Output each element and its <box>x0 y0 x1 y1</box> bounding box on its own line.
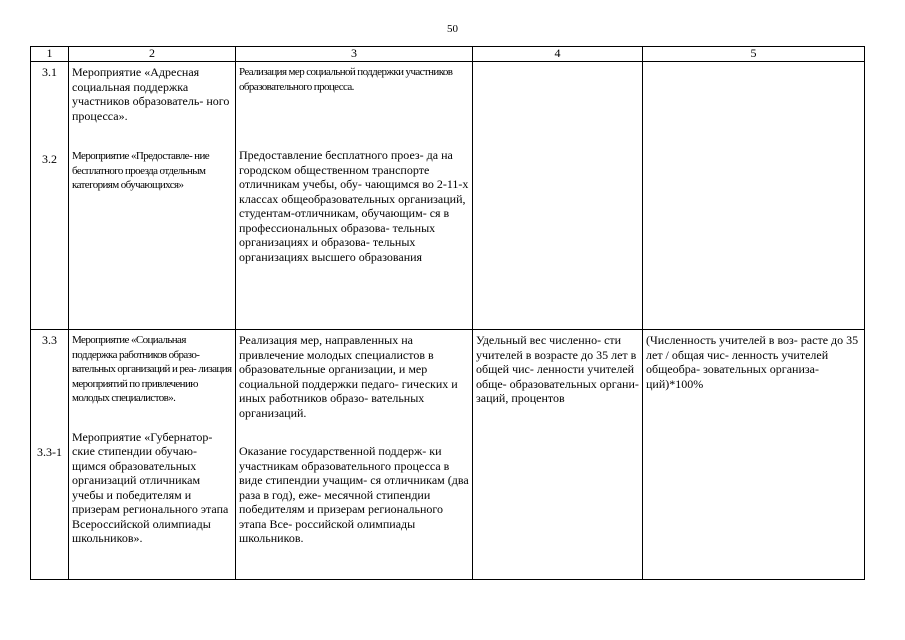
description-3-2: Предоставление бесплатного проез- да на городском общественном транспорте отличникам учебы, обу- чающимся во 2-11-х классах общеобразовательных организаций, студентам-отличникам, обучающим- ся в профессиональных образова- тельных организациях и образова- тельных организациях высшего образования <box>239 148 469 264</box>
description-3-1: Реализация мер социальной поддержки участников образовательного процесса. <box>239 66 453 93</box>
event-cell <box>69 62 236 330</box>
description-cell <box>236 62 473 330</box>
row-number-cell <box>31 62 69 330</box>
table-header-row <box>31 47 865 62</box>
column-header-5: 5 <box>643 47 865 62</box>
page-number: 50 <box>447 23 458 35</box>
event-3-1: Мероприятие «Адресная социальная поддержка участников образователь- ного процесса». <box>72 65 230 123</box>
description-cell <box>236 330 473 580</box>
column-header-3: 3 <box>236 47 473 62</box>
indicator-cell <box>473 62 643 330</box>
table-row <box>31 330 865 580</box>
column-header-1: 1 <box>31 47 69 62</box>
item-number-3-2: 3.2 <box>42 151 57 166</box>
item-number-3-1: 3.1 <box>42 65 57 79</box>
row-number-cell <box>31 330 69 580</box>
column-header-4: 4 <box>473 47 643 62</box>
event-3-2: Мероприятие «Предоставле- ние бесплатного проезда отдельным категориям обучающихся» <box>72 150 210 191</box>
formula-cell: (Численность учителей в воз- расте до 35 лет / общая чис- ленность учителей общеобра- зовательных организа- ций)*100% <box>643 330 865 580</box>
event-cell <box>69 330 236 580</box>
item-number-3-3-1: 3.3-1 <box>37 444 62 459</box>
event-3-3-1: Мероприятие «Губернатор- ские стипендии обучаю- щимся образовательных организаций отличникам учебы и победителям и призерам регионального этапа Всероссийской олимпиады школьников». <box>72 429 229 545</box>
indicator-cell: Удельный вес численно- сти учителей в возрасте до 35 лет в общей чис- ленности учителей обще- образовательных органи- заций, процентов <box>473 330 643 580</box>
description-3-3: Реализация мер, направленных на привлечение молодых специалистов в образовательные организации, и мер социальной поддержки педаго- гических и иных работников образо- вательных организаций. <box>239 333 458 420</box>
formula-cell <box>643 62 865 330</box>
measures-table <box>30 46 865 580</box>
item-number-3-3: 3.3 <box>42 333 57 347</box>
description-3-3-1: Оказание государственной поддерж- ки участникам образовательного процесса в виде стипендии учащим- ся отличникам (два раза в год), еже- месячной стипендии победителям и призерам регионального этапа Все- российской олимпиады школьников. <box>239 444 469 545</box>
table-row <box>31 62 865 330</box>
column-header-2: 2 <box>69 47 236 62</box>
event-3-3: Мероприятие «Социальная поддержка работников образо- вательных организаций и реа- лизация мероприятий по привлечению молодых специалистов». <box>72 334 232 404</box>
